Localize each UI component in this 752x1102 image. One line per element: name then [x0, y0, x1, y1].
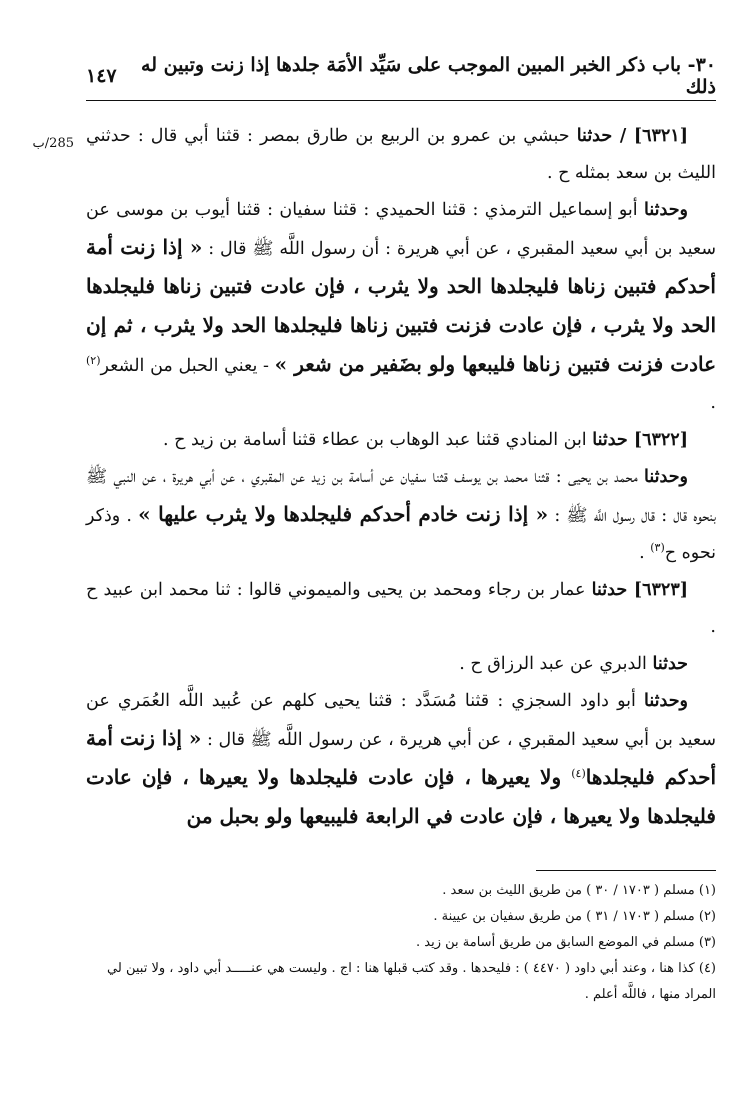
text-segment: عمار بن رجاء ومحمد بن يحيى والميموني قالوا : ثنا محمد ابن عبيد ح . [86, 580, 716, 637]
text-segment: - يعني الحبل من الشعر [100, 356, 275, 376]
text-segment: وحدثنا [644, 200, 688, 220]
text-segment: وحدثنا [644, 691, 688, 711]
text-segment: . [710, 393, 716, 413]
footnote: (٤) كذا هنا ، وعند أبي داود ( ٤٤٧٠ ) : فليحدها . وقد كتب قبلها هنا : اج . وليست هي عنـــــد أبي داود ، ولا تبين لي المراد منها ، فاللَّه أعلم . [107, 961, 716, 1002]
text-segment: [٦٣٢١] / [612, 126, 688, 146]
header-divider [86, 100, 716, 101]
hadith-text: « إذا زنت خادم أحدكم فليجلدها ولا يثرب عليها » [138, 502, 549, 526]
text-segment: وحدثنا [644, 467, 688, 487]
text-segment: الدبري عن عبد الرزاق ح . [459, 654, 653, 674]
paragraph [86, 192, 716, 422]
footnote-marker: (٤) [571, 767, 586, 781]
text-segment: ابن المنادي قثنا عبد الوهاب بن عطاء قثنا أسامة بن زيد ح . [163, 430, 593, 450]
footnote: (٣) مسلم في الموضع السابق من طريق أسامة بن زيد . [416, 935, 716, 950]
text-segment: . [639, 543, 651, 563]
footnotes [86, 878, 716, 1008]
paragraph [86, 572, 716, 646]
text-segment: حدثنا [576, 126, 613, 146]
text-segment: أبو داود السجزي : قثنا مُسَدَّد : قثنا يحيى كلهم عن عُبيد اللَّه العُمَري عن سعيد بن أبي سعيد المقبري ، عن أبي هريرة ، عن رسول اللَّه ﷺ قال : [86, 691, 716, 750]
paragraph [86, 683, 716, 837]
footnote: (١) مسلم ( ١٧٠٣ / ٣٠ ) من طريق الليث بن سعد . [442, 883, 716, 898]
paragraph [86, 118, 716, 192]
footnote-marker: (٢) [86, 354, 101, 368]
paragraph [86, 459, 716, 572]
footnote: (٢) مسلم ( ١٧٠٣ / ٣١ ) من طريق سفيان بن عيينة . [433, 909, 716, 924]
text-segment: حدثنا [652, 654, 688, 674]
hadith-text: « إذا زنت أمة أحدكم فتبين زناها فليجلدها الحد ولا يثرب ، فإن عادت فتبين زناها فليجلدها الحد ولا يثرب ، فإن عادت فزنت فتبين زناها فليجلدها الحد ولا يثرب ، ثم إن عادت فزنت فتبين زناها فليبعها ولو بضَفير من شعر » [86, 235, 717, 376]
text-segment: [٦٣٢٣] [627, 580, 689, 600]
footnote-marker: (٣) [650, 541, 665, 555]
text-segment: حدثنا [592, 430, 628, 450]
main-text [86, 118, 716, 837]
text-segment: أبو إسماعيل الترمذي : قثنا الحميدي : قثنا سفيان : قثنا أيوب بن موسى عن سعيد بن أبي سعيد المقبري ، عن أبي هريرة : أن رسول اللَّه ﷺ قال : [86, 200, 716, 259]
chapter-title: ٣٠- باب ذكر الخبر المبين الموجب على سَيِّد الأمَة جلدها إذا زنت وتبين له ذلك [141, 54, 716, 98]
hadith-text: ولا يعيرها ، فإن عادت فليجلدها ولا يعيرها ، فإن عادت فليجلدها ولا يعيرها ، فإن عادت في الرابعة فليبيعها ولو بحبل من [86, 765, 716, 828]
text-segment: . وذكر نحوه ح [86, 506, 716, 563]
page-header [86, 54, 716, 98]
text-segment: محمد بن يحيى : قثنا محمد بن يوسف قثنا سفيان عن أسامة بن زيد عن المقبري ، عن أبي هريرة ، عن النبي ﷺ بنحوه قال : قال رسول اللَّه ﷺ : [86, 467, 716, 526]
manuscript-folio-note: 285/ب [32, 136, 74, 151]
paragraph [86, 646, 716, 683]
text-segment: حبشي بن عمرو بن الربيع بن طارق بمصر : قثنا أبي قال : حدثني الليث بن سعد بمثله ح . [86, 126, 716, 183]
hadith-text: « إذا زنت أمة أحدكم فليجلدها [86, 726, 716, 789]
page-number: ١٤٧ [86, 65, 117, 87]
paragraph [86, 422, 716, 459]
text-segment: [٦٣٢٢] [627, 430, 688, 450]
text-segment: حدثنا [591, 580, 628, 600]
footnote-divider [536, 870, 716, 871]
